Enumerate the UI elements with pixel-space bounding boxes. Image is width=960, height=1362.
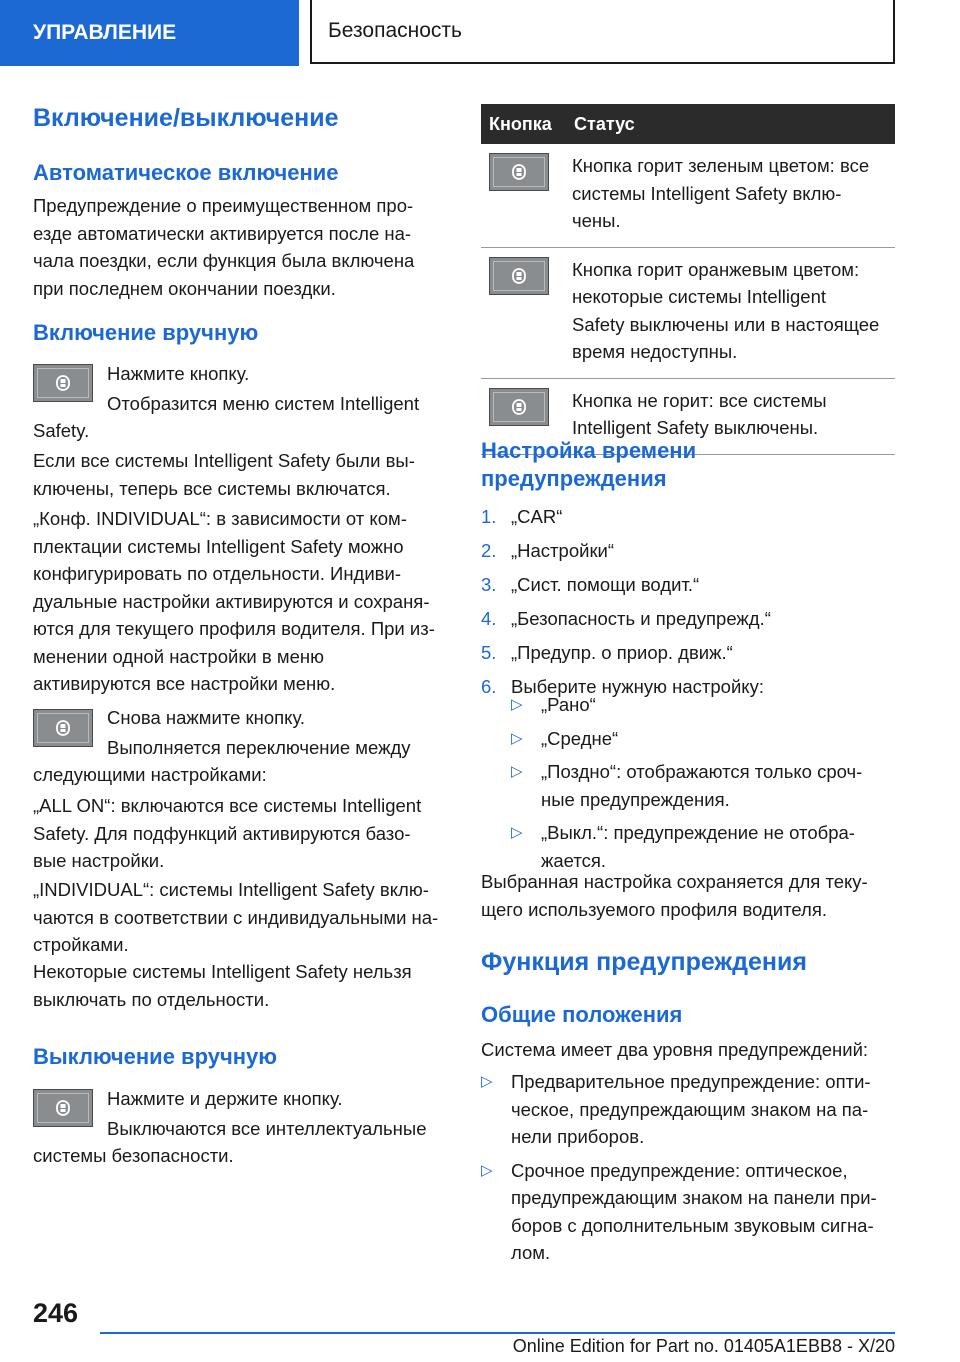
step-number: 2. bbox=[481, 540, 497, 561]
list-item bbox=[481, 503, 895, 537]
table-row bbox=[481, 144, 895, 247]
footer-edition: Online Edition for Part no. 01405A1EBB8 - X/20 bbox=[512, 1336, 895, 1356]
list-item bbox=[481, 1068, 895, 1151]
option-text: „Средне“ bbox=[541, 727, 619, 749]
general-heading: Общие положения bbox=[481, 1002, 683, 1027]
auto-on-heading: Автоматическое включение bbox=[33, 160, 339, 185]
level-text: Предварительное предупреждение: опти‐ ческое, предупреждающим знаком на па‐ нели приборов. bbox=[511, 1071, 871, 1147]
list-item bbox=[511, 725, 895, 753]
table-cell-icon bbox=[481, 144, 570, 247]
menu-shown-text-2: Safety. bbox=[33, 420, 90, 441]
step-number: 4. bbox=[481, 608, 497, 629]
triangle-bullet-icon: ▷ bbox=[481, 1161, 493, 1179]
triangle-bullet-icon: ▷ bbox=[511, 696, 523, 713]
section-tab: УПРАВЛЕНИЕ bbox=[0, 0, 299, 66]
two-levels-text: Система имеет два уровня предупреждений: bbox=[481, 1039, 869, 1060]
option-text: „Поздно“: отображаются только сроч‐ ные предупреждения. bbox=[541, 761, 863, 810]
manual-off-heading: Выключение вручную bbox=[33, 1044, 278, 1069]
page-title: Включение/выключение bbox=[33, 104, 339, 132]
off-text-2: системы безопасности. bbox=[33, 1145, 234, 1166]
option-text: „Рано“ bbox=[541, 694, 596, 715]
switching-text-1: Выполняется переключение между bbox=[107, 737, 411, 758]
step-text: „Сист. помощи водит.“ bbox=[511, 574, 700, 595]
step-text: „Настройки“ bbox=[511, 540, 615, 561]
step-text: Выберите нужную настройку: bbox=[511, 676, 764, 697]
step-text: „Предупр. о приор. движ.“ bbox=[511, 642, 733, 663]
intelligent-safety-button-icon bbox=[489, 257, 549, 295]
footer-divider bbox=[100, 1332, 895, 1334]
function-heading: Функция предупреждения bbox=[481, 948, 807, 976]
timing-heading-line-1: Настройка времени bbox=[481, 438, 697, 463]
options-list bbox=[511, 691, 895, 874]
table-cell-icon bbox=[481, 247, 570, 378]
intelligent-safety-button-icon bbox=[33, 1089, 93, 1127]
intelligent-safety-button-icon bbox=[489, 388, 549, 426]
list-item bbox=[481, 639, 895, 673]
list-item bbox=[511, 758, 895, 813]
auto-on-text: Предупреждение о преимущественном про‐ езде автоматически активируется после на‐ чала поездки, если функция была включена при последнем окончании поездки. bbox=[33, 195, 415, 299]
chapter-tab: Безопасность bbox=[310, 0, 895, 64]
table-header-button: Кнопка bbox=[481, 104, 570, 144]
list-item bbox=[481, 571, 895, 605]
option-text: „Выкл.“: предупреждение не отобра‐ жается. bbox=[541, 822, 855, 871]
table-header-row bbox=[481, 104, 895, 144]
button-status-table bbox=[481, 104, 895, 455]
menu-shown-text-1: Отобразится меню систем Intelligent bbox=[107, 393, 420, 414]
triangle-bullet-icon: ▷ bbox=[511, 824, 523, 841]
page-header bbox=[0, 0, 960, 66]
all-on-text: „ALL ON“: включаются все системы Intelligent Safety. Для подфункций активируются базо‐ вые настройки. bbox=[33, 795, 422, 871]
step-number: 5. bbox=[481, 642, 497, 663]
all-off-text: Если все системы Intelligent Safety были вы‐ ключены, теперь все системы включатся. bbox=[33, 450, 415, 499]
saved-setting-text: Выбранная настройка сохраняется для теку‐ щего используемого профиля водителя. bbox=[481, 871, 868, 920]
list-item bbox=[511, 819, 895, 874]
table-row bbox=[481, 247, 895, 378]
triangle-bullet-icon: ▷ bbox=[511, 729, 523, 747]
intelligent-safety-button-icon bbox=[33, 364, 93, 402]
list-item bbox=[481, 1157, 895, 1267]
press-again-text: Снова нажмите кнопку. bbox=[107, 707, 305, 728]
individual-config-text: „Конф. INDIVIDUAL“: в зависимости от ком‐ плектации системы Intelligent Safety можно конфигурировать по отдельности. Индиви‐ дуальные настройки активируются и сохраня‐ ются для текущего профиля водителя. При из‐ менении одной настройки в меню активируются все настройки меню. bbox=[33, 508, 435, 694]
table-cell-status: Кнопка горит зеленым цветом: все системы Intelligent Safety вклю‐ чены. bbox=[570, 144, 895, 247]
table-header-status: Статус bbox=[570, 104, 895, 144]
list-item bbox=[511, 691, 895, 719]
intelligent-safety-button-icon bbox=[489, 153, 549, 191]
list-item bbox=[481, 605, 895, 639]
level-text: Срочное предупреждение: оптическое, предупреждающим знаком на панели при‐ боров с дополнительным звуковым сигна‐ лом. bbox=[511, 1159, 877, 1263]
table-cell-status: Кнопка горит оранжевым цветом: некоторые системы Intelligent Safety выключены или в настоящее время недоступны. bbox=[570, 247, 895, 378]
steps-list bbox=[481, 503, 895, 707]
timing-heading-line-2: предупреждения bbox=[481, 466, 667, 491]
step-number: 1. bbox=[481, 506, 497, 527]
manual-on-heading: Включение вручную bbox=[33, 320, 259, 345]
table-cell-status: Кнопка не горит: все системы Intelligent Safety выключены. bbox=[570, 378, 895, 454]
triangle-bullet-icon: ▷ bbox=[481, 1073, 493, 1090]
list-item bbox=[481, 537, 895, 571]
switching-text-2: следующими настройками: bbox=[33, 764, 267, 785]
individual-on-text: „INDIVIDUAL“: системы Intelligent Safety вклю‐ чаются в соответствии с индивидуальными на‐ стройками. bbox=[33, 879, 439, 955]
page-number: 246 bbox=[33, 1298, 79, 1328]
press-button-text: Нажмите кнопку. bbox=[107, 363, 250, 384]
step-text: „CAR“ bbox=[511, 506, 563, 527]
off-text-1: Выключаются все интеллектуальные bbox=[107, 1118, 427, 1139]
intelligent-safety-button-icon bbox=[33, 709, 93, 747]
press-hold-text: Нажмите и держите кнопку. bbox=[107, 1088, 343, 1109]
triangle-bullet-icon: ▷ bbox=[511, 763, 523, 780]
step-text: „Безопасность и предупрежд.“ bbox=[511, 608, 771, 629]
step-number: 3. bbox=[481, 574, 497, 595]
some-systems-text: Некоторые системы Intelligent Safety нельзя выключать по отдельности. bbox=[33, 961, 412, 1010]
warning-levels-list bbox=[481, 1068, 895, 1267]
step-number: 6. bbox=[481, 676, 497, 697]
